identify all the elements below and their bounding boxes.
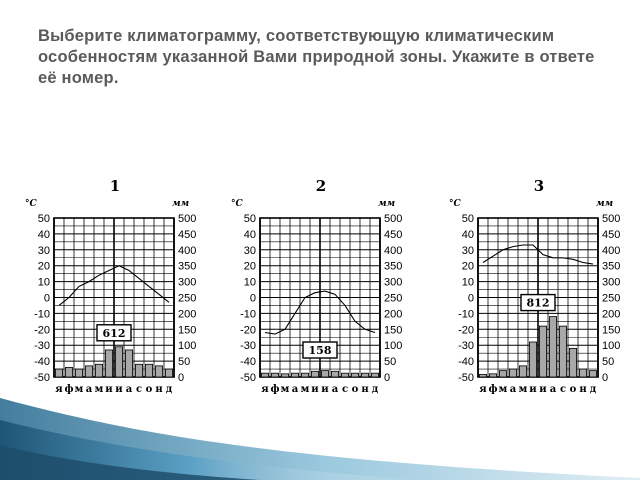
precip-bar bbox=[579, 369, 586, 377]
month-label: я bbox=[261, 384, 269, 395]
precip-tick-label: 50 bbox=[384, 356, 397, 369]
precip-tick-label: 150 bbox=[384, 324, 403, 337]
temp-tick-label: -30 bbox=[240, 340, 256, 353]
month-label: я bbox=[55, 384, 63, 395]
month-label: с bbox=[559, 384, 567, 395]
precip-bar bbox=[519, 366, 526, 377]
precip-tick-label: 450 bbox=[178, 228, 197, 241]
month-label: а bbox=[509, 384, 517, 395]
precip-tick-label: 150 bbox=[602, 324, 621, 337]
precip-tick-label: 350 bbox=[602, 260, 621, 273]
precip-bar bbox=[589, 371, 596, 377]
precip-bar bbox=[331, 371, 338, 377]
precip-bar bbox=[529, 342, 536, 377]
temp-tick-label: -30 bbox=[458, 340, 474, 353]
temp-tick-label: 0 bbox=[249, 292, 256, 305]
temp-tick-label: -50 bbox=[240, 372, 256, 384]
precip-tick-label: 500 bbox=[178, 213, 197, 225]
precip-bar bbox=[499, 371, 506, 377]
precip-tick-label: 500 bbox=[602, 213, 621, 225]
precip-bar bbox=[479, 374, 486, 377]
month-label: и bbox=[529, 384, 537, 395]
total-precip-value: 812 bbox=[526, 296, 550, 310]
precip-bar bbox=[361, 373, 368, 377]
precip-tick-label: 400 bbox=[602, 244, 621, 257]
precip-tick-label: 50 bbox=[602, 356, 615, 369]
month-label: и bbox=[311, 384, 319, 395]
precip-tick-label: 300 bbox=[178, 276, 197, 289]
month-label: о bbox=[145, 384, 153, 395]
precip-bar bbox=[135, 364, 142, 377]
precip-unit-label: мм bbox=[378, 199, 396, 209]
precip-tick-label: 300 bbox=[384, 276, 403, 289]
precip-tick-label: 0 bbox=[384, 372, 391, 384]
temp-tick-label: -10 bbox=[34, 308, 50, 321]
month-label: а bbox=[331, 384, 339, 395]
precip-bar bbox=[55, 369, 62, 377]
month-label: м bbox=[74, 384, 84, 395]
temp-unit-label: °С bbox=[25, 199, 37, 209]
climatogram-1 bbox=[22, 175, 197, 400]
temp-tick-label: 10 bbox=[37, 276, 50, 289]
temp-tick-label: 30 bbox=[461, 244, 474, 257]
month-label: и bbox=[539, 384, 547, 395]
precip-bar bbox=[371, 373, 378, 377]
precip-tick-label: 350 bbox=[384, 260, 403, 273]
precip-tick-label: 500 bbox=[384, 213, 403, 225]
temp-tick-label: 40 bbox=[461, 228, 474, 241]
month-label: а bbox=[85, 384, 93, 395]
precip-tick-label: 100 bbox=[178, 340, 197, 353]
temp-tick-label: -20 bbox=[458, 324, 474, 337]
precip-tick-label: 400 bbox=[384, 244, 403, 257]
precip-bar bbox=[291, 373, 298, 377]
month-label: д bbox=[371, 384, 379, 395]
precip-bar bbox=[155, 366, 162, 377]
precip-bar bbox=[125, 350, 132, 377]
precip-tick-label: 200 bbox=[178, 308, 197, 321]
temp-tick-label: 30 bbox=[243, 244, 256, 257]
month-label: ф bbox=[488, 384, 498, 395]
slide-title: Выберите климатограмму, соответствующую климатическим особенностям указанной Вами природной зоны. Укажите в ответе её номер. bbox=[38, 27, 595, 87]
slide-decoration bbox=[0, 390, 640, 480]
precip-bar bbox=[261, 373, 268, 377]
temp-tick-label: -10 bbox=[458, 308, 474, 321]
month-label: м bbox=[300, 384, 310, 395]
climatogram-2 bbox=[228, 175, 403, 400]
precip-unit-label: мм bbox=[172, 199, 190, 209]
precip-tick-label: 250 bbox=[602, 292, 621, 305]
chart-number: 2 bbox=[315, 177, 327, 195]
temp-unit-label: °С bbox=[449, 199, 461, 209]
total-precip-value: 612 bbox=[102, 326, 126, 340]
month-label: я bbox=[479, 384, 487, 395]
temp-tick-label: 0 bbox=[43, 292, 50, 305]
precip-bar bbox=[165, 369, 172, 377]
precip-bar bbox=[559, 326, 566, 377]
temp-tick-label: -40 bbox=[458, 356, 474, 369]
month-label: и bbox=[105, 384, 113, 395]
temp-tick-label: -20 bbox=[34, 324, 50, 337]
temp-tick-label: 40 bbox=[243, 228, 256, 241]
temp-tick-label: -40 bbox=[34, 356, 50, 369]
temp-tick-label: 40 bbox=[37, 228, 50, 241]
precip-bar bbox=[115, 347, 122, 377]
month-label: и bbox=[321, 384, 329, 395]
precip-bar bbox=[509, 369, 516, 377]
precip-tick-label: 400 bbox=[178, 244, 197, 257]
month-label: о bbox=[351, 384, 359, 395]
precip-bar bbox=[281, 374, 288, 377]
precip-tick-label: 450 bbox=[384, 228, 403, 241]
precip-tick-label: 450 bbox=[602, 228, 621, 241]
temp-tick-label: -10 bbox=[240, 308, 256, 321]
precip-bar bbox=[75, 369, 82, 377]
precip-bar bbox=[65, 367, 72, 377]
month-label: а bbox=[291, 384, 299, 395]
month-label: м bbox=[518, 384, 528, 395]
precip-tick-label: 300 bbox=[602, 276, 621, 289]
temp-tick-label: 50 bbox=[37, 213, 50, 225]
month-label: д bbox=[589, 384, 597, 395]
month-label: м bbox=[498, 384, 508, 395]
temp-tick-label: 10 bbox=[243, 276, 256, 289]
precip-bar bbox=[539, 326, 546, 377]
precip-bar bbox=[321, 371, 328, 377]
total-precip-value: 158 bbox=[308, 344, 332, 358]
precip-bar bbox=[351, 373, 358, 377]
temp-tick-label: -50 bbox=[34, 372, 50, 384]
month-label: с bbox=[341, 384, 349, 395]
precip-tick-label: 250 bbox=[178, 292, 197, 305]
month-label: ф bbox=[270, 384, 280, 395]
precip-tick-label: 250 bbox=[384, 292, 403, 305]
precip-tick-label: 0 bbox=[602, 372, 609, 384]
precip-tick-label: 50 bbox=[178, 356, 191, 369]
precip-bar bbox=[489, 374, 496, 377]
precip-bar bbox=[311, 371, 318, 377]
month-label: н bbox=[155, 384, 163, 395]
precip-tick-label: 0 bbox=[178, 372, 185, 384]
precip-tick-label: 100 bbox=[602, 340, 621, 353]
temp-tick-label: -30 bbox=[34, 340, 50, 353]
precip-bar bbox=[549, 317, 556, 377]
temp-tick-label: 0 bbox=[467, 292, 474, 305]
climatogram-3 bbox=[446, 175, 621, 400]
temp-tick-label: -40 bbox=[240, 356, 256, 369]
month-label: н bbox=[579, 384, 587, 395]
month-label: д bbox=[165, 384, 173, 395]
precip-bar bbox=[95, 364, 102, 377]
temp-tick-label: -50 bbox=[458, 372, 474, 384]
month-label: и bbox=[115, 384, 123, 395]
temp-tick-label: 10 bbox=[461, 276, 474, 289]
precip-tick-label: 150 bbox=[178, 324, 197, 337]
precip-bar bbox=[271, 373, 278, 377]
chart-number: 1 bbox=[109, 177, 121, 195]
precip-bar bbox=[301, 373, 308, 377]
month-label: с bbox=[135, 384, 143, 395]
chart-number: 3 bbox=[533, 177, 545, 195]
temp-tick-label: 20 bbox=[243, 260, 256, 273]
precip-tick-label: 200 bbox=[602, 308, 621, 321]
precip-tick-label: 350 bbox=[178, 260, 197, 273]
precip-bar bbox=[145, 364, 152, 377]
precip-tick-label: 200 bbox=[384, 308, 403, 321]
temp-tick-label: 50 bbox=[461, 213, 474, 225]
month-label: н bbox=[361, 384, 369, 395]
month-label: м bbox=[94, 384, 104, 395]
precip-bar bbox=[569, 348, 576, 377]
temp-tick-label: 20 bbox=[37, 260, 50, 273]
month-label: ф bbox=[64, 384, 74, 395]
precip-unit-label: мм bbox=[596, 199, 614, 209]
temp-tick-label: -20 bbox=[240, 324, 256, 337]
precip-tick-label: 100 bbox=[384, 340, 403, 353]
temp-tick-label: 30 bbox=[37, 244, 50, 257]
month-label: а bbox=[125, 384, 133, 395]
temp-tick-label: 50 bbox=[243, 213, 256, 225]
month-label: а bbox=[549, 384, 557, 395]
month-label: м bbox=[280, 384, 290, 395]
precip-bar bbox=[105, 350, 112, 377]
temp-tick-label: 20 bbox=[461, 260, 474, 273]
month-label: о bbox=[569, 384, 577, 395]
temp-unit-label: °С bbox=[231, 199, 243, 209]
precip-bar bbox=[341, 373, 348, 377]
precip-bar bbox=[85, 366, 92, 377]
